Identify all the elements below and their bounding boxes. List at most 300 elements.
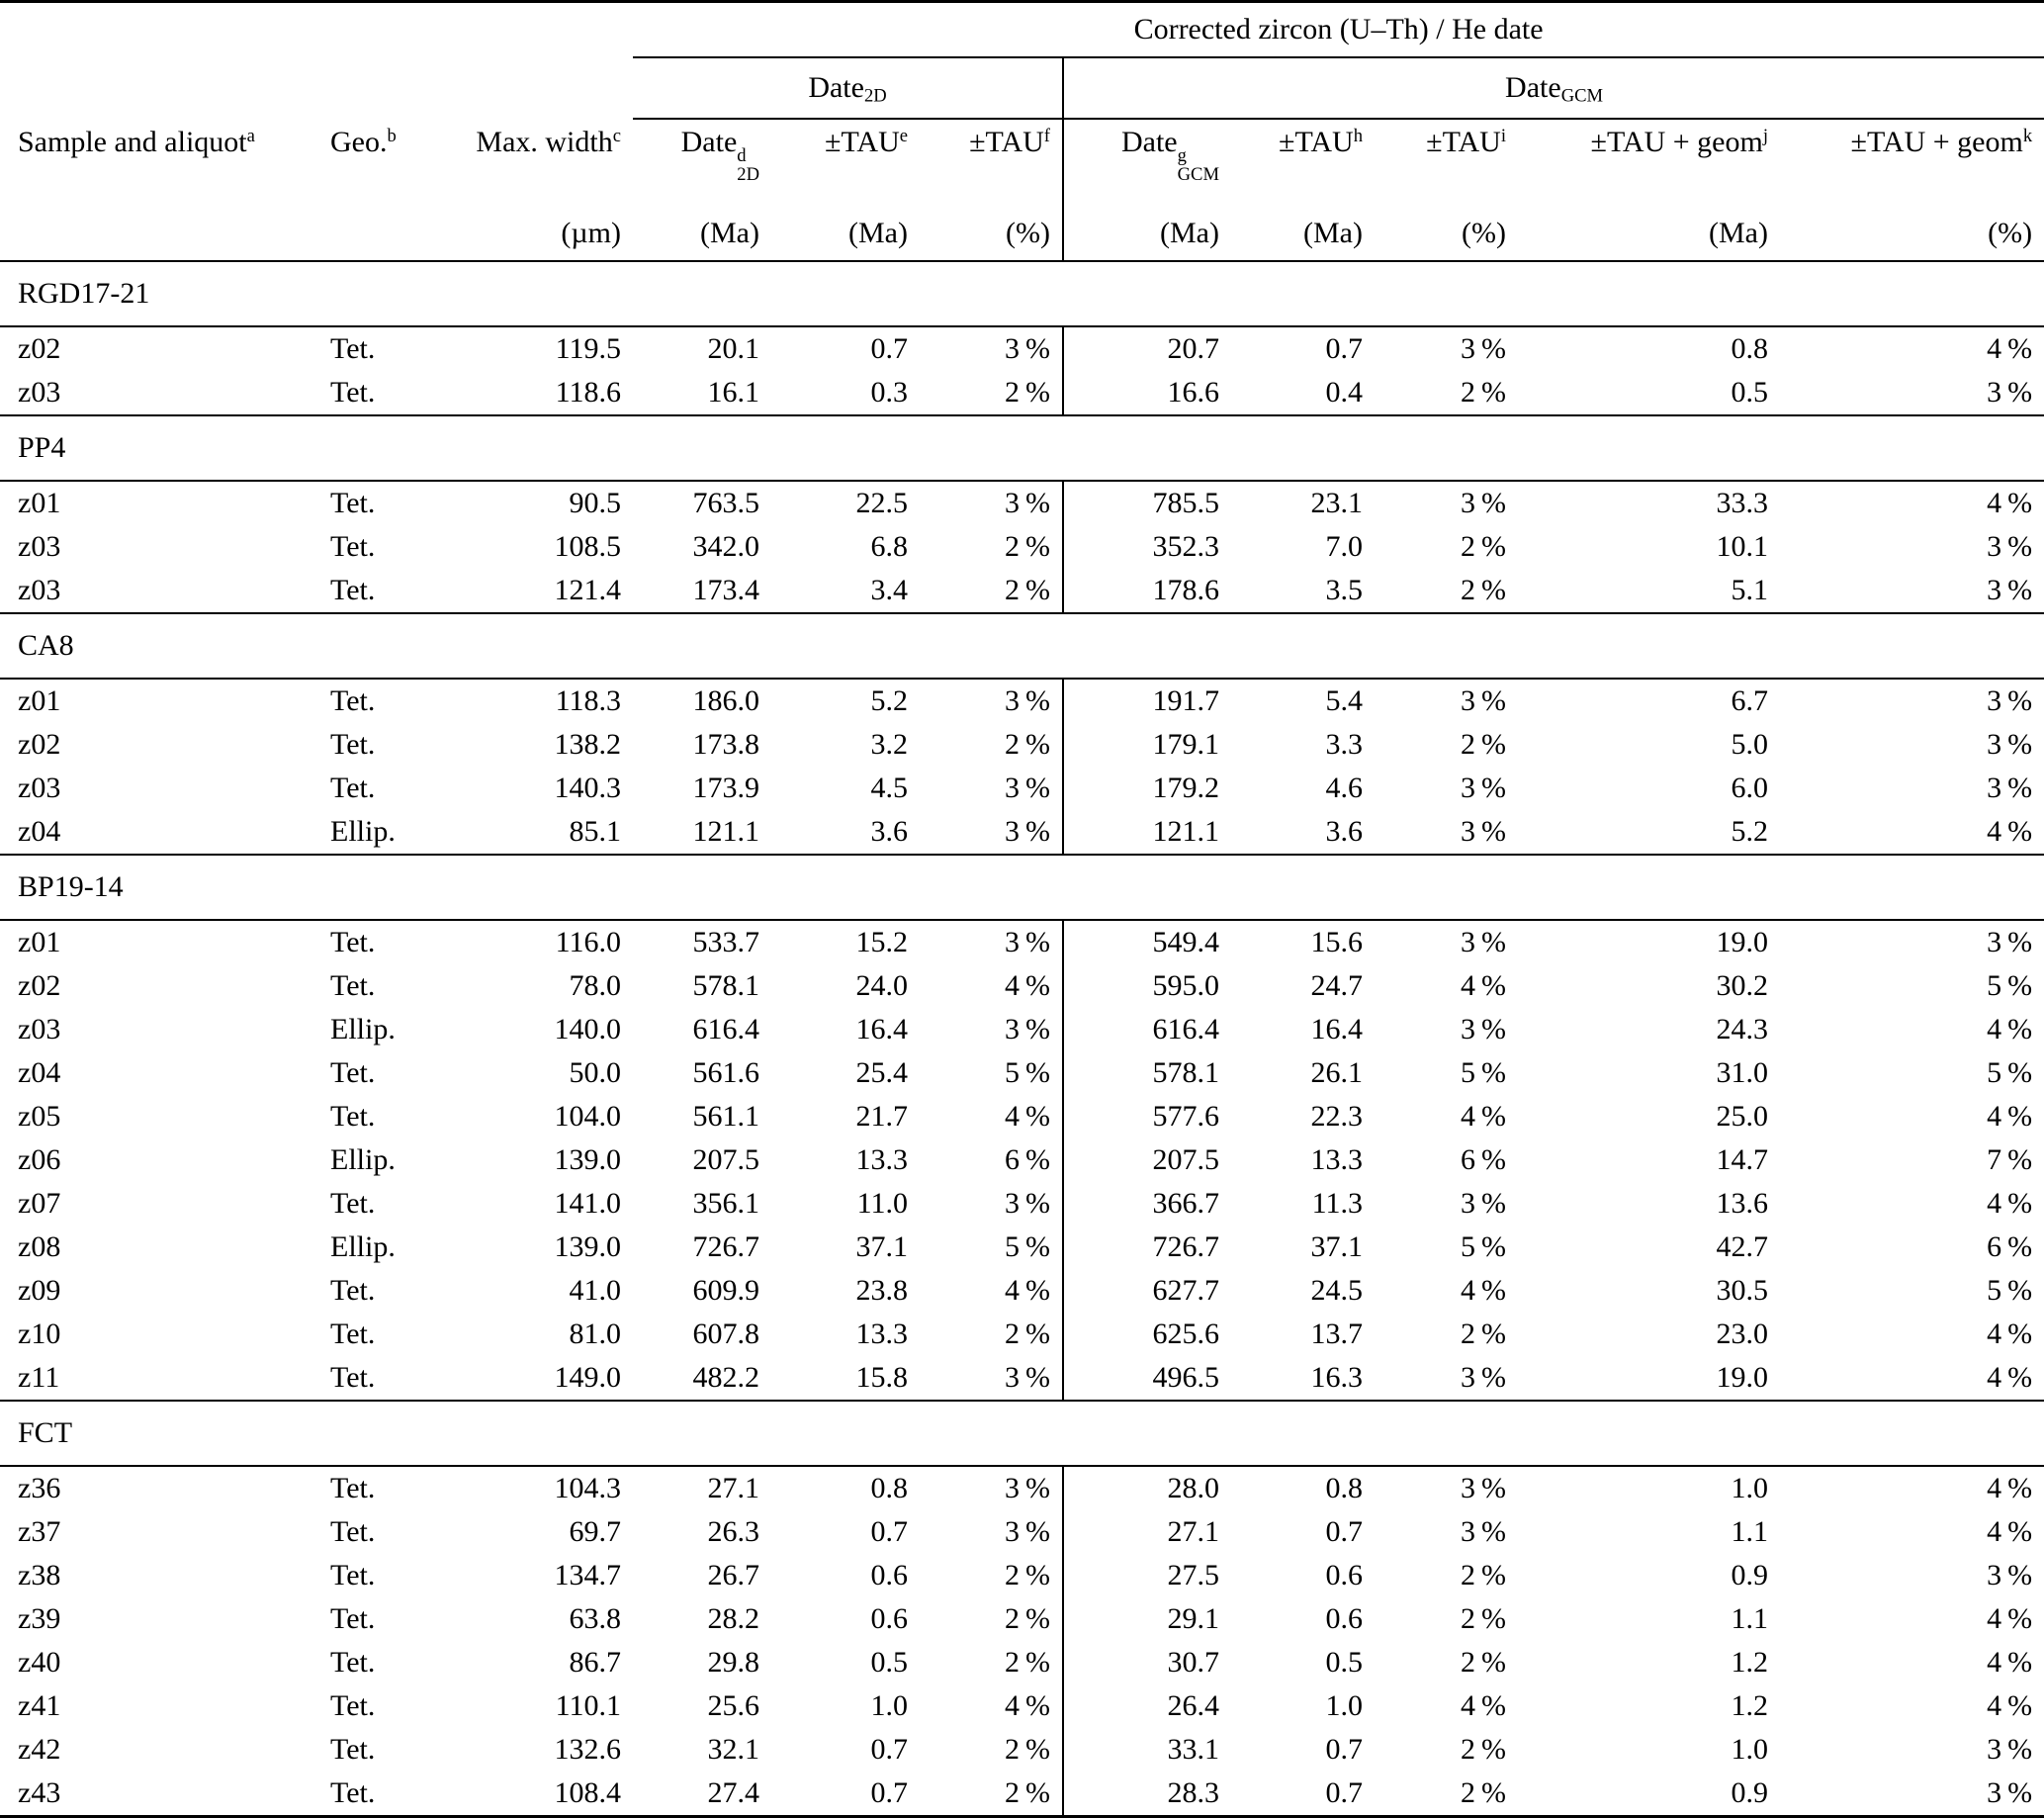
cell: 3 % — [1987, 727, 2033, 761]
table-row — [0, 1597, 2044, 1641]
cell: Tet. — [330, 968, 376, 1002]
cell: 0.7 — [1325, 331, 1363, 365]
cell: 1.2 — [1731, 1645, 1768, 1679]
cell: 5 % — [1987, 1273, 2033, 1307]
group-label: RGD17-21 — [0, 261, 2044, 326]
cell: 3 % — [1987, 925, 2033, 958]
cell: 149.0 — [554, 1360, 621, 1394]
cell: 3 % — [1005, 331, 1050, 365]
unit-date-2d: (Ma) — [633, 217, 771, 261]
cell: z01 — [18, 925, 61, 958]
cell: 179.1 — [1063, 723, 1231, 767]
unit-tau-geom-k: (%) — [1780, 217, 2044, 261]
cell: 578.1 — [1063, 1051, 1231, 1095]
group-header-row — [0, 261, 2044, 326]
cell: 118.6 — [555, 375, 621, 409]
date-2d-group-header — [633, 57, 1063, 119]
cell: 23.8 — [855, 1273, 908, 1307]
table-row — [0, 1051, 2044, 1095]
table-body — [0, 261, 2044, 1817]
cell: z02 — [18, 968, 61, 1002]
cell: 16.1 — [707, 375, 759, 409]
cell: 0.4 — [1325, 375, 1363, 409]
cell: 6 % — [1005, 1142, 1050, 1176]
cell: 141.0 — [554, 1186, 621, 1220]
cell: 6 % — [1461, 1142, 1506, 1176]
cell: 90.5 — [569, 486, 621, 519]
cell: z07 — [18, 1186, 61, 1220]
table-row — [0, 920, 2044, 964]
table-row — [0, 569, 2044, 613]
cell: 179.2 — [1063, 767, 1231, 810]
cell: 627.7 — [1063, 1269, 1231, 1313]
cell: 4 % — [1461, 1099, 1506, 1133]
cell: 63.8 — [569, 1601, 621, 1635]
cell: 138.2 — [554, 727, 621, 761]
cell: 22.3 — [1310, 1099, 1363, 1133]
cell: z05 — [18, 1099, 61, 1133]
col-tau-geom-j: ±TAU + geom$^j$ — [1590, 125, 1768, 158]
cell: Tet. — [330, 1514, 376, 1548]
cell: 28.0 — [1063, 1466, 1231, 1510]
group-header-row — [0, 415, 2044, 481]
cell: 2 % — [1005, 727, 1050, 761]
cell: 27.1 — [707, 1471, 759, 1504]
cell: 13.3 — [1310, 1142, 1363, 1176]
cell: 20.1 — [707, 331, 759, 365]
cell: Tet. — [330, 771, 376, 804]
cell: 5 % — [1461, 1229, 1506, 1263]
cell: 763.5 — [692, 486, 759, 519]
col-geometry: Geo.$^b$ — [330, 125, 397, 158]
cell: 4.5 — [870, 771, 908, 804]
cell: 139.0 — [554, 1142, 621, 1176]
cell: 25.0 — [1716, 1099, 1768, 1133]
cell: 496.5 — [1063, 1356, 1231, 1401]
cell: 3 % — [1005, 1514, 1050, 1548]
table-row — [0, 1641, 2044, 1684]
cell: 108.5 — [554, 529, 621, 563]
cell: 1.2 — [1731, 1688, 1768, 1722]
cell: 4 % — [1987, 1012, 2033, 1045]
cell: 0.8 — [1731, 331, 1768, 365]
cell: 6.8 — [870, 529, 908, 563]
cell: 24.3 — [1716, 1012, 1768, 1045]
cell: 0.6 — [870, 1601, 908, 1635]
cell: 4 % — [1005, 1688, 1050, 1722]
cell: 366.7 — [1063, 1182, 1231, 1226]
cell: 5 % — [1987, 968, 2033, 1002]
cell: 785.5 — [1063, 481, 1231, 525]
cell: 104.0 — [554, 1099, 621, 1133]
unit-tau-i: (%) — [1375, 217, 1518, 261]
cell: 173.8 — [692, 727, 759, 761]
cell: z03 — [18, 771, 61, 804]
cell: z02 — [18, 727, 61, 761]
cell: 10.1 — [1716, 529, 1768, 563]
cell: 4 % — [1987, 1471, 2033, 1504]
cell: 0.7 — [1325, 1732, 1363, 1766]
date2d-base: Date — [808, 70, 864, 104]
table-row — [0, 1095, 2044, 1138]
cell: z04 — [18, 814, 61, 848]
cell: 3.4 — [870, 573, 908, 606]
cell: 3 % — [1005, 683, 1050, 717]
cell: Tet. — [330, 375, 376, 409]
table-row — [0, 481, 2044, 525]
header-spacer — [0, 57, 633, 119]
cell: 3 % — [1987, 573, 2033, 606]
unit-spacer — [326, 217, 445, 261]
cell: 41.0 — [569, 1273, 621, 1307]
cell: Ellip. — [330, 1229, 396, 1263]
cell: z03 — [18, 573, 61, 606]
cell: 549.4 — [1063, 920, 1231, 964]
cell: 578.1 — [692, 968, 759, 1002]
cell: 3.6 — [1325, 814, 1363, 848]
cell: 5 % — [1987, 1055, 2033, 1089]
cell: z11 — [18, 1360, 60, 1394]
cell: 104.3 — [554, 1471, 621, 1504]
cell: Tet. — [330, 331, 376, 365]
unit-date-gcm: (Ma) — [1063, 217, 1231, 261]
cell: 577.6 — [1063, 1095, 1231, 1138]
cell: 0.5 — [1731, 375, 1768, 409]
cell: 26.7 — [707, 1558, 759, 1591]
cell: Ellip. — [330, 1012, 396, 1045]
cell: 3 % — [1461, 1186, 1506, 1220]
cell: 0.9 — [1731, 1775, 1768, 1809]
cell: 2 % — [1461, 727, 1506, 761]
cell: 4 % — [1987, 1601, 2033, 1635]
cell: 132.6 — [554, 1732, 621, 1766]
supsub-stack: d 2D — [737, 144, 759, 185]
cell: Tet. — [330, 573, 376, 606]
cell: 81.0 — [569, 1317, 621, 1350]
cell: 33.1 — [1063, 1728, 1231, 1772]
cell: Tet. — [330, 1558, 376, 1591]
cell: 0.7 — [870, 1775, 908, 1809]
cell: 3 % — [1987, 1732, 2033, 1766]
cell: z40 — [18, 1645, 61, 1679]
cell: 3 % — [1987, 771, 2033, 804]
cell: 2 % — [1461, 1601, 1506, 1635]
cell: z06 — [18, 1142, 61, 1176]
header-spacer — [0, 2, 633, 57]
cell: Tet. — [330, 1775, 376, 1809]
table-row — [0, 525, 2044, 569]
cell: z04 — [18, 1055, 61, 1089]
cell: 24.5 — [1310, 1273, 1363, 1307]
cell: 22.5 — [855, 486, 908, 519]
col-tau-h: $\pm TAU^h$ — [1278, 125, 1363, 158]
cell: 0.7 — [870, 1732, 908, 1766]
cell: 0.6 — [1325, 1601, 1363, 1635]
cell: 3 % — [1461, 771, 1506, 804]
cell: z03 — [18, 529, 61, 563]
cell: 1.0 — [1325, 1688, 1363, 1722]
cell: 3.2 — [870, 727, 908, 761]
cell: 3 % — [1005, 925, 1050, 958]
cell: 4 % — [1005, 968, 1050, 1002]
cell: z01 — [18, 486, 61, 519]
cell: 595.0 — [1063, 964, 1231, 1008]
group-label: BP19-14 — [0, 855, 2044, 920]
cell: Tet. — [330, 1732, 376, 1766]
cell: Tet. — [330, 1317, 376, 1350]
table-row — [0, 1008, 2044, 1051]
cell: 3 % — [1005, 814, 1050, 848]
cell: 26.1 — [1310, 1055, 1363, 1089]
cell: 25.6 — [707, 1688, 759, 1722]
cell: 3 % — [1987, 683, 2033, 717]
cell: 24.7 — [1310, 968, 1363, 1002]
cell: 5.1 — [1731, 573, 1768, 606]
cell: 5 % — [1005, 1229, 1050, 1263]
cell: Ellip. — [330, 1142, 396, 1176]
cell: 3 % — [1461, 1471, 1506, 1504]
cell: 2 % — [1461, 1558, 1506, 1591]
cell: 20.7 — [1063, 326, 1231, 371]
cell: Tet. — [330, 1645, 376, 1679]
cell: 4 % — [1987, 1317, 2033, 1350]
cell: z10 — [18, 1317, 61, 1350]
cell: 2 % — [1461, 529, 1506, 563]
cell: 29.8 — [707, 1645, 759, 1679]
cell: 121.1 — [692, 814, 759, 848]
cell: 0.5 — [870, 1645, 908, 1679]
supsub-stack: g GCM — [1177, 144, 1219, 185]
table-row — [0, 679, 2044, 723]
cell: 4 % — [1005, 1099, 1050, 1133]
cell: 3.6 — [870, 814, 908, 848]
group-label: PP4 — [0, 415, 2044, 481]
cell: 19.0 — [1716, 1360, 1768, 1394]
cell: 2 % — [1005, 1645, 1050, 1679]
col-date-2d: Date d 2D — [680, 125, 759, 185]
cell: 3 % — [1461, 925, 1506, 958]
cell: Tet. — [330, 1360, 376, 1394]
cell: 23.1 — [1310, 486, 1363, 519]
cell: 3 % — [1005, 1360, 1050, 1394]
group-header-row — [0, 855, 2044, 920]
col-date-gcm: Date g GCM — [1063, 119, 1231, 217]
cell: Tet. — [330, 925, 376, 958]
cell: 21.7 — [855, 1099, 908, 1133]
cell: Tet. — [330, 1055, 376, 1089]
cell: 4 % — [1987, 1645, 2033, 1679]
col-tau-e: $\pm TAU^e$ — [825, 125, 908, 158]
table-row — [0, 1313, 2044, 1356]
table-row — [0, 1728, 2044, 1772]
cell: 37.1 — [855, 1229, 908, 1263]
cell: z38 — [18, 1558, 61, 1591]
cell: 27.5 — [1063, 1554, 1231, 1597]
cell: 726.7 — [692, 1229, 759, 1263]
cell: Tet. — [330, 683, 376, 717]
cell: 207.5 — [1063, 1138, 1231, 1182]
cell: 11.3 — [1311, 1186, 1363, 1220]
cell: 116.0 — [555, 925, 621, 958]
table-row — [0, 1554, 2044, 1597]
cell: Tet. — [330, 529, 376, 563]
cell: 561.6 — [692, 1055, 759, 1089]
cell: 28.2 — [707, 1601, 759, 1635]
cell: Ellip. — [330, 814, 396, 848]
cell: 2 % — [1005, 529, 1050, 563]
cell: 3.5 — [1325, 573, 1363, 606]
cell: 0.8 — [870, 1471, 908, 1504]
cell: 26.3 — [707, 1514, 759, 1548]
cell: z43 — [18, 1775, 61, 1809]
cell: 561.1 — [692, 1099, 759, 1133]
cell: 0.8 — [1325, 1471, 1363, 1504]
cell: 121.4 — [554, 573, 621, 606]
cell: 4 % — [1987, 486, 2033, 519]
cell: 2 % — [1461, 1645, 1506, 1679]
cell: 3 % — [1461, 331, 1506, 365]
group-label: CA8 — [0, 613, 2044, 679]
cell: 0.7 — [870, 331, 908, 365]
cell: 42.7 — [1716, 1229, 1768, 1263]
cell: 4.6 — [1325, 771, 1363, 804]
cell: z03 — [18, 375, 61, 409]
unit-tau-geom-j: (Ma) — [1518, 217, 1780, 261]
cell: 4 % — [1987, 1099, 2033, 1133]
cell: 2 % — [1461, 1732, 1506, 1766]
cell: 173.4 — [692, 573, 759, 606]
cell: 4 % — [1987, 1186, 2033, 1220]
cell: 3 % — [1461, 1012, 1506, 1045]
cell: 607.8 — [692, 1317, 759, 1350]
cell: 3 % — [1461, 814, 1506, 848]
cell: 13.7 — [1310, 1317, 1363, 1350]
cell: 29.1 — [1063, 1597, 1231, 1641]
cell: 50.0 — [569, 1055, 621, 1089]
cell: Tet. — [330, 1099, 376, 1133]
cell: 2 % — [1005, 1558, 1050, 1591]
column-header-row — [0, 119, 2044, 217]
cell: 140.3 — [554, 771, 621, 804]
cell: 78.0 — [569, 968, 621, 1002]
cell: 27.1 — [1063, 1510, 1231, 1554]
cell: 13.6 — [1716, 1186, 1768, 1220]
cell: 2 % — [1005, 1732, 1050, 1766]
cell: z03 — [18, 1012, 61, 1045]
cell: 4 % — [1987, 1514, 2033, 1548]
cell: z36 — [18, 1471, 61, 1504]
cell: 23.0 — [1716, 1317, 1768, 1350]
cell: 28.3 — [1063, 1772, 1231, 1817]
cell: 37.1 — [1310, 1229, 1363, 1263]
cell: 15.8 — [855, 1360, 908, 1394]
table-row — [0, 767, 2044, 810]
cell: 4 % — [1987, 331, 2033, 365]
cell: 16.4 — [855, 1012, 908, 1045]
unit-tau-f: (%) — [920, 217, 1063, 261]
cell: 3 % — [1987, 1558, 2033, 1591]
cell: 0.7 — [870, 1514, 908, 1548]
cell: 6 % — [1987, 1229, 2033, 1263]
cell: 140.0 — [554, 1012, 621, 1045]
table-row — [0, 810, 2044, 855]
cell: Tet. — [330, 486, 376, 519]
cell: 31.0 — [1716, 1055, 1768, 1089]
cell: 27.4 — [707, 1775, 759, 1809]
cell: 25.4 — [855, 1055, 908, 1089]
cell: z08 — [18, 1229, 61, 1263]
cell: z02 — [18, 331, 61, 365]
cell: 6.0 — [1731, 771, 1768, 804]
cell: z39 — [18, 1601, 61, 1635]
unit-row — [0, 217, 2044, 261]
cell: 0.6 — [1325, 1558, 1363, 1591]
cell: 207.5 — [692, 1142, 759, 1176]
cell: Tet. — [330, 1471, 376, 1504]
cell: 625.6 — [1063, 1313, 1231, 1356]
cell: 2 % — [1005, 1601, 1050, 1635]
cell: 16.3 — [1310, 1360, 1363, 1394]
cell: 2 % — [1461, 573, 1506, 606]
cell: z09 — [18, 1273, 61, 1307]
cell: 1.1 — [1731, 1601, 1768, 1635]
cell: 173.9 — [692, 771, 759, 804]
cell: 3 % — [1461, 683, 1506, 717]
cell: 26.4 — [1063, 1684, 1231, 1728]
cell: 1.0 — [870, 1688, 908, 1722]
dategcm-base: Date — [1505, 70, 1561, 104]
col-sample-aliquot: Sample and aliquot$^a$ — [18, 125, 255, 158]
cell: 3 % — [1005, 771, 1050, 804]
subgroup-header-row — [0, 57, 2044, 119]
cell: 110.1 — [555, 1688, 621, 1722]
cell: 5.2 — [870, 683, 908, 717]
col-tau-i: $\pm TAU^i$ — [1426, 125, 1506, 158]
group-label: FCT — [0, 1401, 2044, 1466]
cell: Tet. — [330, 1273, 376, 1307]
cell: 1.0 — [1731, 1732, 1768, 1766]
cell: 0.7 — [1325, 1775, 1363, 1809]
cell: 5 % — [1005, 1055, 1050, 1089]
cell: 0.7 — [1325, 1514, 1363, 1548]
unit-max-width: (µm) — [445, 217, 633, 261]
cell: z41 — [18, 1688, 61, 1722]
cell: 4 % — [1987, 814, 2033, 848]
unit-spacer — [0, 217, 326, 261]
cell: Tet. — [330, 1186, 376, 1220]
cell: Tet. — [330, 1601, 376, 1635]
cell: 178.6 — [1063, 569, 1231, 613]
cell: 119.5 — [555, 331, 621, 365]
table-row — [0, 1356, 2044, 1401]
cell: 0.9 — [1731, 1558, 1768, 1591]
cell: 86.7 — [569, 1645, 621, 1679]
cell: 609.9 — [692, 1273, 759, 1307]
cell: 616.4 — [692, 1012, 759, 1045]
cell: 2 % — [1005, 573, 1050, 606]
cell: 2 % — [1461, 1775, 1506, 1809]
cell: 726.7 — [1063, 1226, 1231, 1269]
dategcm-subscript: GCM — [1560, 85, 1604, 107]
cell: 3 % — [1987, 529, 2033, 563]
cell: 4 % — [1987, 1360, 2033, 1394]
cell: z01 — [18, 683, 61, 717]
cell: 1.1 — [1731, 1514, 1768, 1548]
cell: 108.4 — [554, 1775, 621, 1809]
cell: 24.0 — [855, 968, 908, 1002]
cell: 3 % — [1461, 486, 1506, 519]
cell: z42 — [18, 1732, 61, 1766]
